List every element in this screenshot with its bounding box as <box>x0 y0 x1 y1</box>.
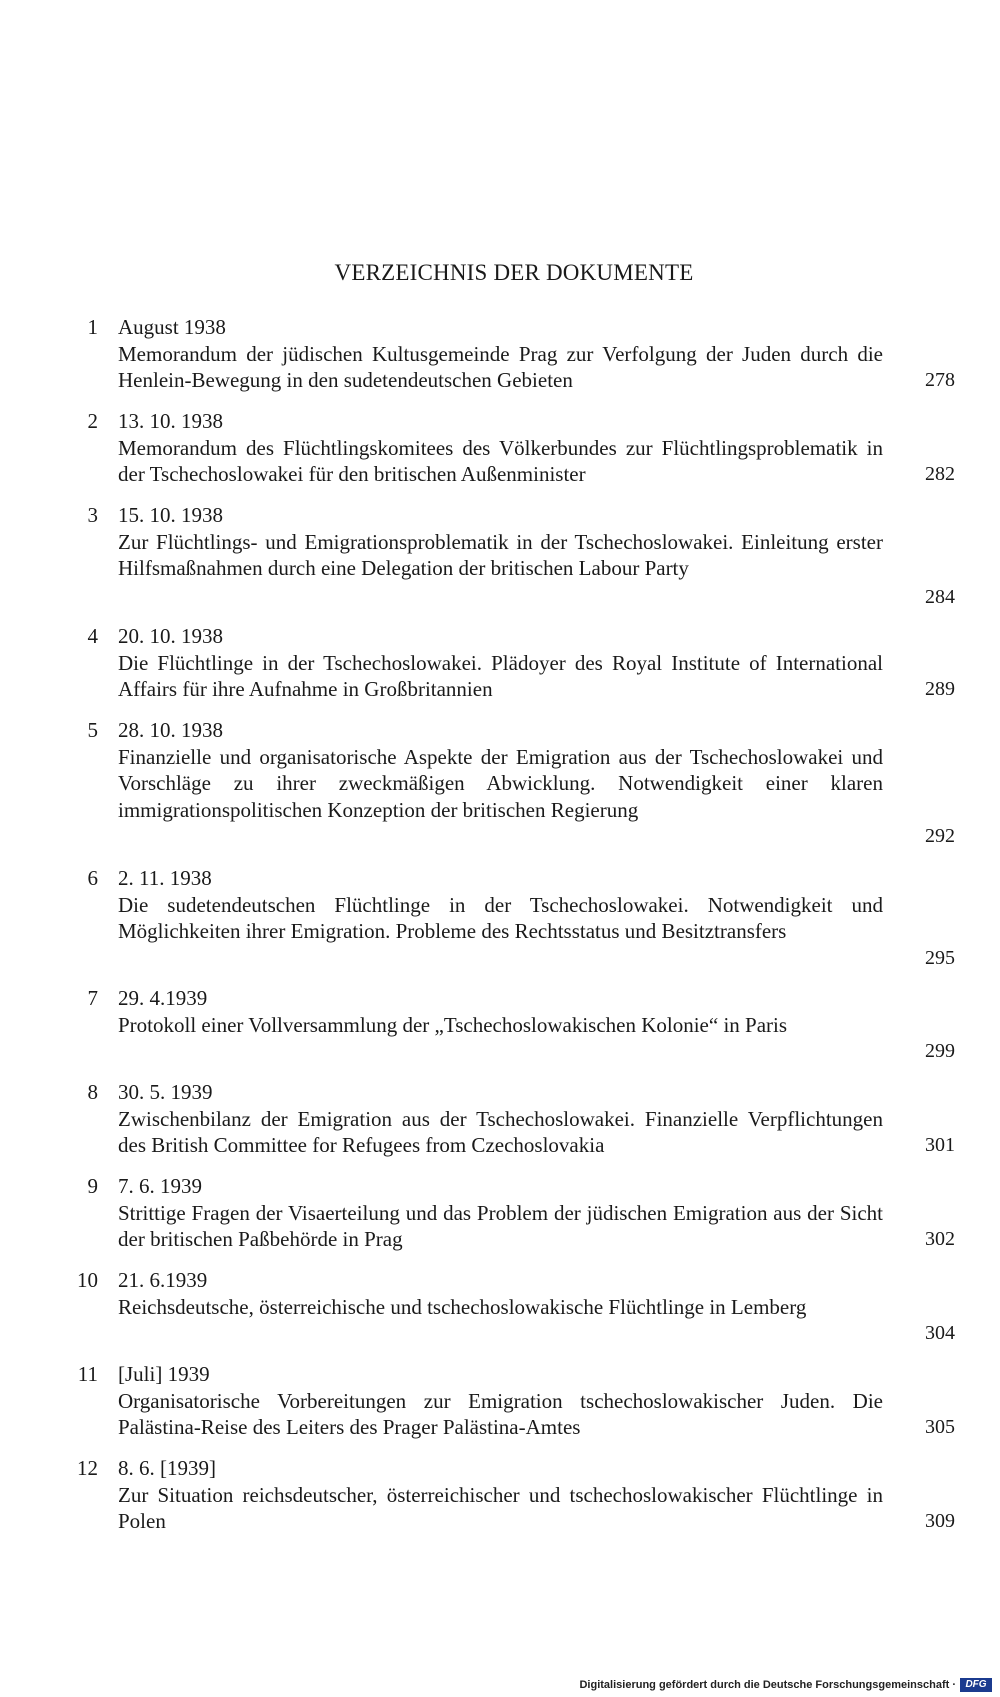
entry-number: 11 <box>77 1362 98 1386</box>
entry-page-number: 292 <box>925 825 955 847</box>
entry-page-number: 299 <box>925 1040 955 1062</box>
entry-description: Zur Flüchtlings- und Emigrationsproblematik in der Tschechoslowakei. Einleitung erster Hilfsmaßnahmen durch eine Delegation der britischen Labour Party <box>118 529 883 580</box>
entry-page-number: 284 <box>925 586 955 608</box>
entry-description: Memorandum des Flüchtlingskomitees des Völkerbundes zur Flüchtlingsproblematik in der Tschechoslowakei für den britischen Außenminister <box>118 435 883 486</box>
entry-description: Zwischenbilanz der Emigration aus der Tschechoslowakei. Finanzielle Verpflichtungen des British Committee for Refugees from Czechoslovakia <box>118 1106 883 1157</box>
entry-date: [Juli] 1939 <box>118 1362 210 1386</box>
entry-description: Die Flüchtlinge in der Tschechoslowakei. Plädoyer des Royal Institute of International Affairs für ihre Aufnahme in Großbritannien <box>118 650 883 701</box>
entry-description: Finanzielle und organisatorische Aspekte der Emigration aus der Tschechoslowakei und Vorschläge zu ihrer zweckmäßigen Abwicklung. Notwendigkeit einer klaren immigrationspolitischen Konzeption der britischen Regierung <box>118 744 883 822</box>
entry-number: 9 <box>87 1174 98 1198</box>
digitization-credit: Digitalisierung gefördert durch die Deutsche Forschungsgemeinschaft · <box>579 1679 956 1691</box>
entry-page-number: 278 <box>925 369 955 391</box>
entry-date: 20. 10. 1938 <box>118 624 223 648</box>
entry-page-number: 301 <box>925 1134 955 1156</box>
entry-number: 5 <box>87 718 98 742</box>
entry-date: 21. 6.1939 <box>118 1268 208 1292</box>
entry-description: Die sudetendeutschen Flüchtlinge in der Tschechoslowakei. Notwendigkeit und Möglichkeiten ihrer Emigration. Probleme des Rechtsstatus und Besitztransfers <box>118 892 883 943</box>
entry-description: Organisatorische Vorbereitungen zur Emigration tschechoslowakischer Juden. Die Palästina-Reise des Leiters des Prager Palästina-Amtes <box>118 1388 883 1439</box>
entry-page-number: 304 <box>925 1322 955 1344</box>
entry-date: 29. 4.1939 <box>118 986 208 1010</box>
entry-page-number: 309 <box>925 1510 955 1532</box>
entry-description: Protokoll einer Vollversammlung der „Tschechoslowakischen Kolonie“ in Paris <box>118 1012 788 1037</box>
entry-number: 10 <box>77 1268 98 1292</box>
entry-page-number: 289 <box>925 678 955 700</box>
dfg-logo: DFG <box>960 1678 992 1692</box>
entry-number: 6 <box>87 866 98 890</box>
entry-date: 8. 6. [1939] <box>118 1456 216 1480</box>
entry-page-number: 282 <box>925 463 955 485</box>
entry-page-number: 305 <box>925 1416 955 1438</box>
entry-number: 2 <box>87 409 98 433</box>
entry-number: 8 <box>87 1080 98 1104</box>
entry-date: 30. 5. 1939 <box>118 1080 213 1104</box>
page-title: VERZEICHNIS DER DOKUMENTE <box>334 260 694 285</box>
entry-date: 15. 10. 1938 <box>118 503 223 527</box>
entry-page-number: 302 <box>925 1228 955 1250</box>
entry-date: August 1938 <box>118 315 226 339</box>
entry-date: 2. 11. 1938 <box>118 866 212 890</box>
entry-description: Strittige Fragen der Visaerteilung und das Problem der jüdischen Emigration aus der Sicht der britischen Paßbehörde in Prag <box>118 1200 883 1251</box>
entry-date: 28. 10. 1938 <box>118 718 223 742</box>
entry-number: 12 <box>77 1456 98 1480</box>
entry-description: Memorandum der jüdischen Kultusgemeinde Prag zur Verfolgung der Juden durch die Henlein-Bewegung in den sudetendeutschen Gebieten <box>118 341 883 392</box>
entry-page-number: 295 <box>925 947 955 969</box>
entry-number: 1 <box>87 315 98 339</box>
entry-date: 7. 6. 1939 <box>118 1174 202 1198</box>
entry-description: Reichsdeutsche, österreichische und tschechoslowakische Flüchtlinge in Lemberg <box>118 1294 807 1319</box>
entry-number: 7 <box>87 986 98 1010</box>
entry-description: Zur Situation reichsdeutscher, österreichischer und tschechoslowakischer Flüchtlinge in Polen <box>118 1482 883 1533</box>
entry-number: 3 <box>87 503 98 527</box>
entry-number: 4 <box>87 624 98 648</box>
entry-date: 13. 10. 1938 <box>118 409 223 433</box>
